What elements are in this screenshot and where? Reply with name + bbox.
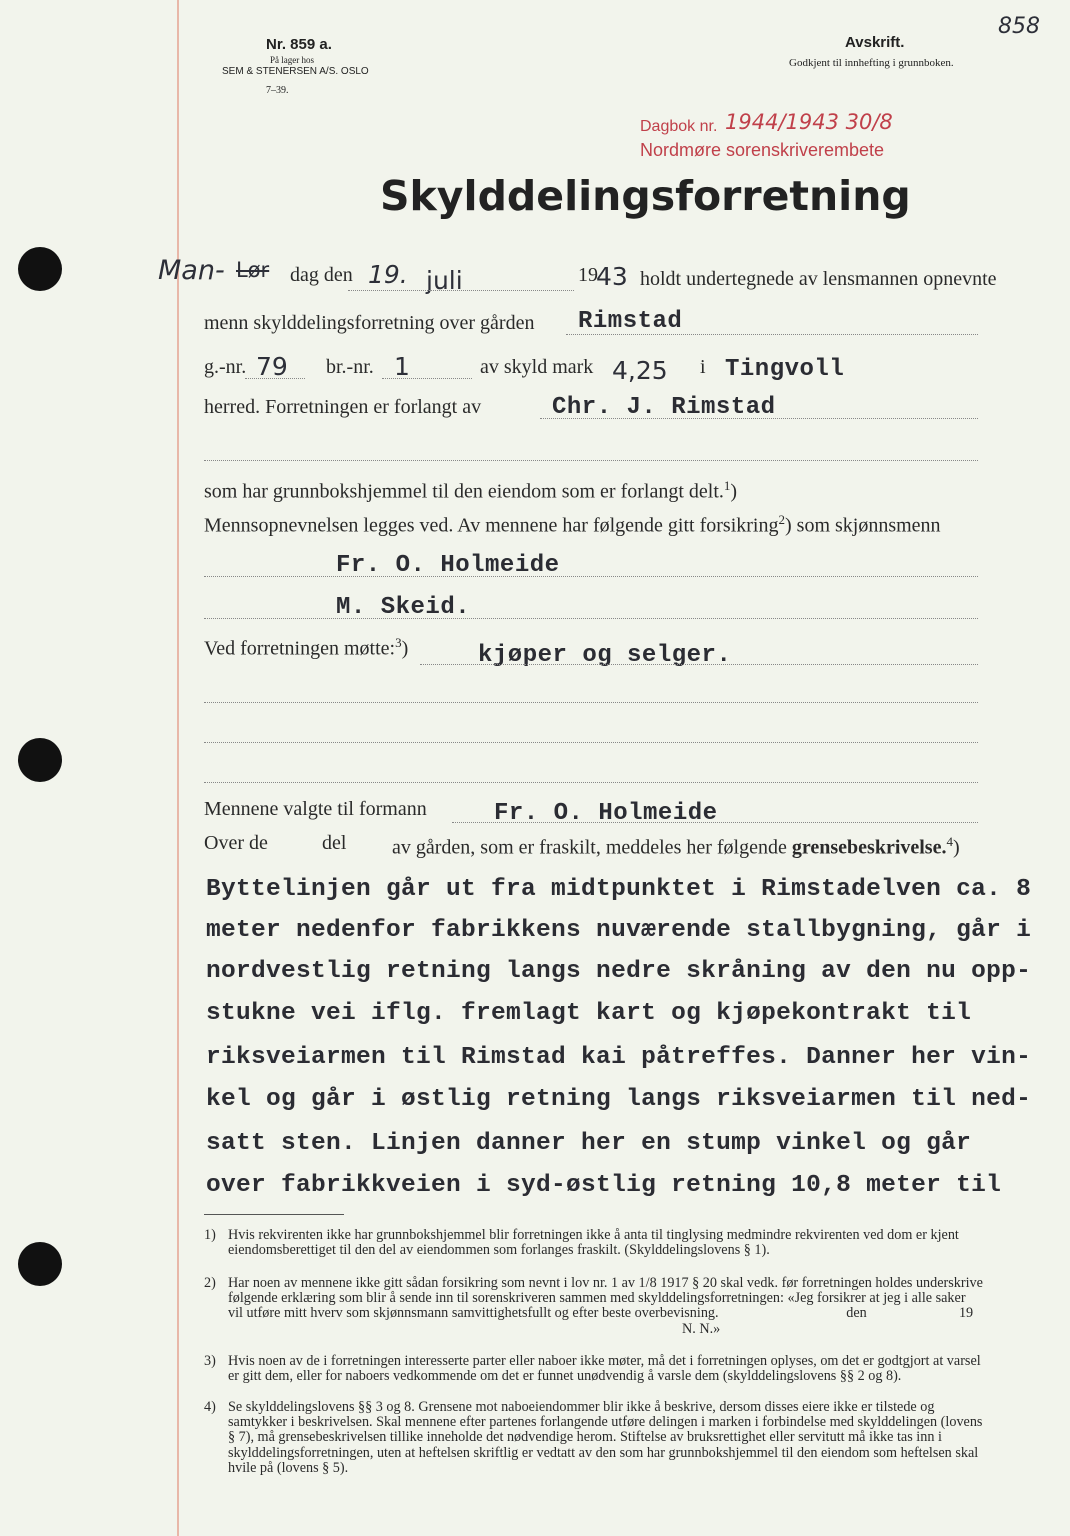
- men-text: Mennsopnevnelsen legges ved. Av mennene har følgende gitt forsikring$^2$) som skjønnsmenn: [204, 512, 941, 537]
- chair-label: Mennene valgte til formann: [204, 798, 427, 820]
- over-label: Over de: [204, 832, 268, 854]
- description-line: satt sten. Linjen danner her en stump vinkel og går: [206, 1130, 972, 1157]
- description-line: nordvestlig retning langs nedre skråning av den nu opp-: [206, 958, 1032, 985]
- description-line: stukne vei iflg. fremlagt kart og kjøpekontrakt til: [206, 1000, 972, 1027]
- bnr-value: 1: [394, 352, 410, 381]
- year: 43: [596, 262, 628, 291]
- page-title: Skylddelingsforretning: [380, 172, 911, 220]
- copy-label: Avskrift.: [845, 34, 905, 51]
- boundary-intro: av gården, som er fraskilt, meddeles her følgende grensebeskrivelse.$^4$): [392, 834, 960, 859]
- chairman: Fr. O. Holmeide: [494, 800, 718, 827]
- footnote-4: 4) Se skylddelingslovens §§ 3 og 8. Grensene mot naboeiendommer blir ikke å beskrive, dersom disses eiere ikke er tilstede og samtykker i beskrivelsen. Skal mennene efter partenes forlangende utføre delingen i marken i forbindelse med skylddelingen (lovens § 7), må grensebeskrivelsen tillike inneholde det nødvendige herom. Stiftelse av bruksrettighet eller servitutt må ikke tas inn i skylddelingsforretningen, uten at heftelsen skriftlig er vedtatt av den som har grunnbokshjemmel til den eiendom som heftelsen skal hvile på (lovens § 5).: [204, 1399, 986, 1476]
- description-line: Byttelinjen går ut fra midtpunktet i Rimstadelven ca. 8: [206, 876, 1032, 903]
- office-stamp: Nordmøre sorenskriverembete: [640, 140, 885, 160]
- description-line: meter nedenfor fabrikkens nuværende stallbygning, går i: [206, 917, 1032, 944]
- margin-line: [177, 0, 179, 1536]
- footnote-divider: [204, 1214, 344, 1215]
- gnr-label: g.-nr.: [204, 356, 247, 378]
- herred-text: herred. Forretningen er forlangt av: [204, 396, 482, 418]
- form-number: Nr. 859 a.: [266, 36, 332, 53]
- day-label: dag den: [290, 264, 353, 286]
- punch-hole: [18, 1242, 62, 1286]
- month: juli: [426, 266, 463, 295]
- tax-value: 4,25: [612, 356, 668, 385]
- description-line: over fabrikkveien i syd-østlig retning 10,8 meter til: [206, 1172, 1002, 1199]
- page-number: 858: [998, 14, 1040, 39]
- in-label: i: [700, 356, 706, 378]
- assessor-2: M. Skeid.: [336, 594, 471, 621]
- day: 19.: [368, 260, 408, 289]
- del-label: del: [322, 832, 347, 854]
- description-line: riksveiarmen til Rimstad kai påtreffes. Danner her vin-: [206, 1044, 1032, 1071]
- weekday: Man-: [158, 255, 225, 286]
- gnr-value: 79: [256, 352, 288, 381]
- attendance: kjøper og selger.: [478, 642, 732, 669]
- punch-hole: [18, 738, 62, 782]
- over-farm-text: menn skylddelingsforretning over gården: [204, 312, 535, 334]
- print-date: 7–39.: [266, 85, 289, 96]
- printer-name: SEM & STENERSEN A/S. OSLO: [222, 66, 369, 77]
- diary-value: 1944/1943 30/8: [725, 110, 893, 134]
- description-line: kel og går i østlig retning langs riksveiarmen til ned-: [206, 1086, 1032, 1113]
- holder-text: som har grunnbokshjemmel til den eiendom som er forlangt delt.$^1$): [204, 478, 738, 503]
- footnote-1: 1) Hvis rekvirenten ikke har grunnbokshjemmel blir forretningen ikke å anta til tinglysing medmindre rekvirenten ved dom er kjent eiendomsberettiget til den del av eiendommen som forlanges fraskilt. (Skylddelingslovens § 1).: [204, 1227, 963, 1259]
- weekday-struck: Lør: [236, 258, 270, 282]
- diary-label: Dagbok nr.: [640, 118, 718, 135]
- farm-name: Rimstad: [578, 308, 683, 335]
- punch-hole: [18, 247, 62, 291]
- footnote-3: 3) Hvis noen av de i forretningen interesserte parter eller naboer ikke møter, må det i forretningen oplyses, om det er godtgjort at varsel er gitt dem, eller for naboers vedkommende om det er funnet unødvendig å varsle dem (skylddelingslovens §§ 2 og 8).: [204, 1353, 985, 1385]
- municipality: Tingvoll: [725, 356, 845, 383]
- bnr-label: br.-nr.: [326, 356, 374, 378]
- approval-note: Godkjent til innhefting i grunnboken.: [789, 57, 954, 69]
- form-stock: På lager hos: [270, 55, 314, 65]
- footnote-2: 2) Har noen av mennene ikke gitt sådan forsikring som nevnt i lov nr. 1 av 1/8 1917 § 20 skal vedk. før forretningen holdes underskrive følgende erklæring som blir å sende inn til sorenskriveren sammen med skylddelingsforretningen: «Jeg forsikrer at jeg i alle saker vil utføre mitt hverv som skjønnsmann samvittighetsfullt og efter beste overbevisning. den 19 N. N.»: [204, 1275, 983, 1337]
- intro-text: holdt undertegnede av lensmannen opnevnte: [640, 268, 997, 290]
- assessor-1: Fr. O. Holmeide: [336, 552, 560, 579]
- tax-label: av skyld mark: [480, 356, 594, 378]
- requester: Chr. J. Rimstad: [552, 394, 776, 421]
- year-prefix: 19: [578, 264, 598, 286]
- attendance-label: Ved forretningen møtte:$^3$): [204, 635, 409, 660]
